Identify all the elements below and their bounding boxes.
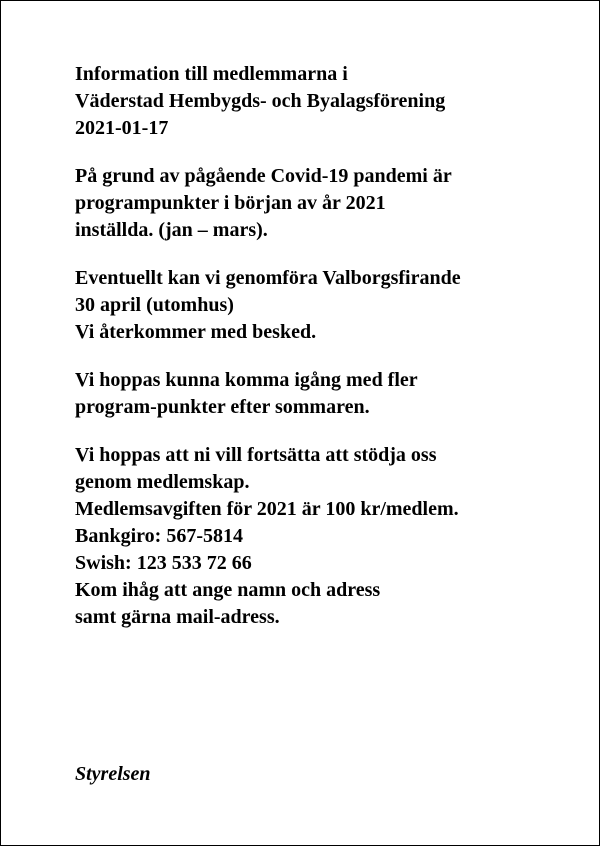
valborg-paragraph [75,265,575,346]
valborg-line: Vi återkommer med besked. [75,321,317,343]
membership-line: Kom ihåg att ange namn och adress [75,579,381,601]
valborg-line: 30 april (utomhus) [75,294,234,316]
header-date-line: 2021-01-17 [75,117,169,139]
hope-line: Vi hoppas kunna komma igång med fler [75,369,418,391]
signature: Styrelsen [75,763,151,785]
header-title-line: Information till medlemmarna i [75,63,348,85]
valborg-line: Eventuellt kan vi genomföra Valborgsfirande [75,267,461,289]
header-organization-line: Väderstad Hembygds- och Byalagsförening [75,90,446,112]
hope-line: program-punkter efter sommaren. [75,396,370,418]
swish-line: Swish: 123 533 72 66 [75,552,252,574]
covid-line: inställda. (jan – mars). [75,219,268,241]
bankgiro-line: Bankgiro: 567-5814 [75,525,243,547]
covid-line: programpunkter i början av år 2021 [75,192,386,214]
membership-line: Vi hoppas att ni vill fortsätta att stödja oss [75,444,437,466]
membership-line: genom medlemskap. [75,471,250,493]
membership-fee-line: Medlemsavgiften för 2021 är 100 kr/medlem. [75,498,459,520]
document-body [75,61,575,652]
header-paragraph [75,61,575,142]
hope-paragraph [75,367,575,421]
covid-paragraph [75,163,575,244]
membership-line: samt gärna mail-adress. [75,606,280,628]
membership-paragraph [75,442,575,631]
covid-line: På grund av pågående Covid-19 pandemi är [75,165,452,187]
